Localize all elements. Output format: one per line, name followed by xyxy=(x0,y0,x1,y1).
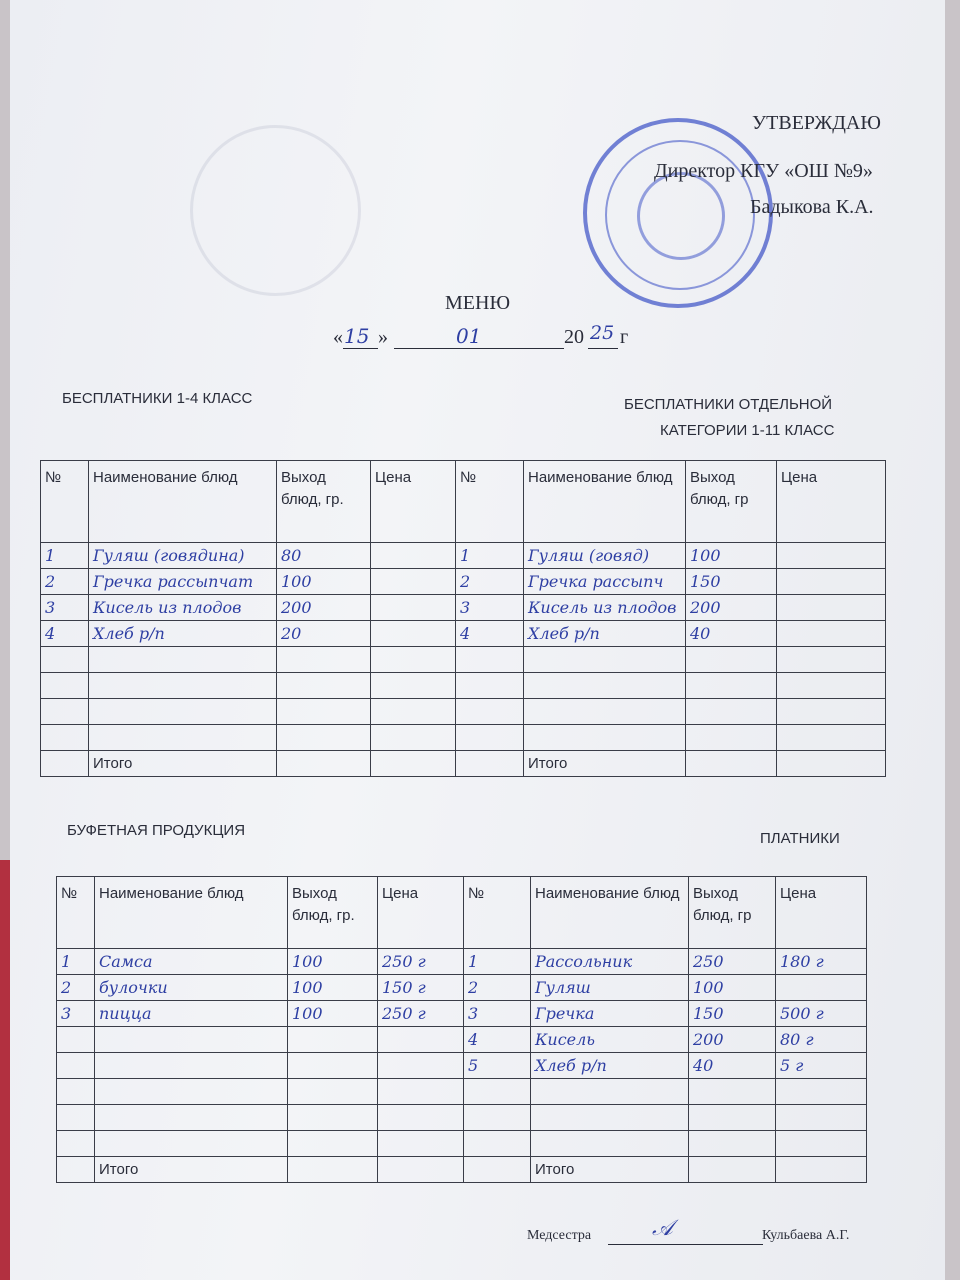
table-cell xyxy=(777,673,886,699)
table-cell xyxy=(464,1157,531,1183)
table-row xyxy=(57,1001,867,1027)
table-cell xyxy=(776,1131,867,1157)
table-cell: 1 xyxy=(456,543,524,569)
header-cell: Цена xyxy=(371,461,456,543)
table-cell xyxy=(464,1105,531,1131)
table-cell xyxy=(531,1105,689,1131)
table-cell xyxy=(89,673,277,699)
menu-table-free xyxy=(40,460,886,777)
table-cell: 1 xyxy=(41,543,89,569)
header-cell: Цена xyxy=(378,877,464,949)
table-cell: 100 xyxy=(277,569,371,595)
table-cell xyxy=(371,569,456,595)
table-cell: 180 г xyxy=(776,949,867,975)
table-row xyxy=(57,1105,867,1131)
table-cell xyxy=(57,1027,95,1053)
table-cell: 4 xyxy=(464,1027,531,1053)
header-cell: № xyxy=(57,877,95,949)
table-cell xyxy=(378,1105,464,1131)
table-cell: 40 xyxy=(689,1053,776,1079)
table-cell xyxy=(288,1131,378,1157)
table-cell xyxy=(277,699,371,725)
table-cell: 100 xyxy=(288,1001,378,1027)
table-cell xyxy=(776,975,867,1001)
table-cell: Кисель из плодов xyxy=(89,595,277,621)
table-cell xyxy=(456,647,524,673)
table-cell xyxy=(686,725,777,751)
table-row xyxy=(57,1157,867,1183)
table-cell: 3 xyxy=(456,595,524,621)
table-cell: 1 xyxy=(464,949,531,975)
table-cell xyxy=(777,569,886,595)
table-row xyxy=(41,647,886,673)
table-cell xyxy=(777,621,886,647)
table-cell: Гречка рассыпч xyxy=(524,569,686,595)
header-cell: Наименование блюд xyxy=(95,877,288,949)
table-cell xyxy=(95,1027,288,1053)
table-cell xyxy=(456,725,524,751)
section-buffet: БУФЕТНАЯ ПРОДУКЦИЯ xyxy=(67,822,246,839)
table-cell xyxy=(378,1079,464,1105)
table-cell: 500 г xyxy=(776,1001,867,1027)
table-row xyxy=(57,1027,867,1053)
table-cell: 250 г xyxy=(378,1001,464,1027)
table-cell xyxy=(776,1105,867,1131)
table-cell xyxy=(777,725,886,751)
table-cell: Итого xyxy=(89,751,277,777)
table-row xyxy=(41,595,886,621)
table-cell xyxy=(371,543,456,569)
table-cell: 2 xyxy=(456,569,524,595)
table-row xyxy=(41,569,886,595)
table-cell xyxy=(686,647,777,673)
table-cell xyxy=(57,1053,95,1079)
table-cell: 3 xyxy=(57,1001,95,1027)
director-name: Бадыкова К.А. xyxy=(750,196,874,218)
nurse-name: Кульбаева А.Г. xyxy=(762,1228,850,1243)
table-cell xyxy=(524,699,686,725)
table-cell: 2 xyxy=(41,569,89,595)
nurse-label: Медсестра xyxy=(527,1228,592,1243)
signature-line xyxy=(608,1244,763,1245)
table-cell xyxy=(524,673,686,699)
table-cell xyxy=(288,1105,378,1131)
table-cell xyxy=(57,1131,95,1157)
date-year: 25 xyxy=(590,322,615,344)
table-cell: 2 xyxy=(57,975,95,1001)
table-cell xyxy=(288,1079,378,1105)
table-row xyxy=(41,725,886,751)
table-cell: Самса xyxy=(95,949,288,975)
table-cell xyxy=(95,1105,288,1131)
header-cell: Выход блюд, гр xyxy=(689,877,776,949)
table-cell xyxy=(378,1131,464,1157)
year-suffix-g: г xyxy=(620,326,629,348)
table-cell xyxy=(41,699,89,725)
table-cell: Гуляш (говядина) xyxy=(89,543,277,569)
table-cell: Кисель из плодов xyxy=(524,595,686,621)
table-cell xyxy=(686,699,777,725)
table-row xyxy=(41,673,886,699)
table-cell xyxy=(371,725,456,751)
table-row xyxy=(57,949,867,975)
table-header-row xyxy=(57,877,867,949)
table-cell xyxy=(277,673,371,699)
date-month: 01 xyxy=(456,324,482,348)
table-row xyxy=(57,1131,867,1157)
table-cell: 4 xyxy=(456,621,524,647)
table-cell xyxy=(524,725,686,751)
date-close-quote: » xyxy=(378,326,388,348)
table-cell xyxy=(686,751,777,777)
table-cell: 100 xyxy=(288,975,378,1001)
table-cell: 100 xyxy=(689,975,776,1001)
table-cell: 250 xyxy=(689,949,776,975)
menu-table-buffet xyxy=(56,876,867,1183)
section-free-special-2: КАТЕГОРИИ 1-11 КЛАСС xyxy=(660,422,835,439)
table-cell xyxy=(95,1053,288,1079)
table-cell: 20 xyxy=(277,621,371,647)
table-cell xyxy=(689,1079,776,1105)
menu-document xyxy=(10,0,945,1280)
table-cell xyxy=(57,1105,95,1131)
header-cell: № xyxy=(464,877,531,949)
table-cell xyxy=(531,1131,689,1157)
table-cell: Хлеб р/п xyxy=(89,621,277,647)
table-cell xyxy=(524,647,686,673)
header-cell: № xyxy=(41,461,89,543)
table-cell: 100 xyxy=(288,949,378,975)
table-cell: 150 xyxy=(686,569,777,595)
table-cell xyxy=(531,1079,689,1105)
table-cell xyxy=(41,647,89,673)
table-cell: 80 г xyxy=(776,1027,867,1053)
table-cell xyxy=(371,751,456,777)
table-cell: 1 xyxy=(57,949,95,975)
header-cell: Выход блюд, гр. xyxy=(288,877,378,949)
table-cell: 200 xyxy=(686,595,777,621)
header-cell: № xyxy=(456,461,524,543)
table-cell xyxy=(371,673,456,699)
table-cell: пицца xyxy=(95,1001,288,1027)
table-cell xyxy=(89,647,277,673)
table-cell: Гречка xyxy=(531,1001,689,1027)
table-cell: Итого xyxy=(95,1157,288,1183)
table-row xyxy=(41,621,886,647)
table-cell xyxy=(378,1157,464,1183)
date-open-quote: « xyxy=(333,326,343,348)
table-cell xyxy=(689,1131,776,1157)
day-underline xyxy=(343,348,378,349)
approve-label: УТВЕРЖДАЮ xyxy=(752,112,881,134)
table-cell: 5 г xyxy=(776,1053,867,1079)
table-cell xyxy=(777,699,886,725)
table-cell xyxy=(371,621,456,647)
table-cell xyxy=(378,1027,464,1053)
table-cell xyxy=(776,1079,867,1105)
year-underline xyxy=(588,348,618,349)
faded-stamp xyxy=(190,125,361,296)
table-cell xyxy=(689,1105,776,1131)
table-cell: Гуляш (говяд) xyxy=(524,543,686,569)
table-cell xyxy=(288,1027,378,1053)
year-prefix: 20 xyxy=(564,326,584,348)
director-label: Директор КГУ «ОШ №9» xyxy=(654,160,873,182)
table-cell: Гречка рассыпчат xyxy=(89,569,277,595)
table-cell: 150 xyxy=(689,1001,776,1027)
table-header-row xyxy=(41,461,886,543)
table-cell: Хлеб р/п xyxy=(531,1053,689,1079)
header-cell: Наименование блюд xyxy=(89,461,277,543)
table-cell xyxy=(41,673,89,699)
table-cell xyxy=(777,751,886,777)
table-row xyxy=(41,543,886,569)
table-cell: 250 г xyxy=(378,949,464,975)
table-cell: 5 xyxy=(464,1053,531,1079)
table-cell xyxy=(371,699,456,725)
table-cell: Рассольник xyxy=(531,949,689,975)
table-cell xyxy=(378,1053,464,1079)
table-cell: 4 xyxy=(41,621,89,647)
table-cell: 80 xyxy=(277,543,371,569)
table-row xyxy=(57,1053,867,1079)
table-cell: Хлеб р/п xyxy=(524,621,686,647)
table-cell: 200 xyxy=(277,595,371,621)
table-cell xyxy=(89,725,277,751)
official-stamp xyxy=(583,118,773,308)
table-cell: Кисель xyxy=(531,1027,689,1053)
table-cell xyxy=(95,1131,288,1157)
section-free-special-1: БЕСПЛАТНИКИ ОТДЕЛЬНОЙ xyxy=(624,396,833,413)
table-cell: 3 xyxy=(464,1001,531,1027)
header-cell: Выход блюд, гр. xyxy=(277,461,371,543)
menu-title: МЕНЮ xyxy=(445,292,510,314)
table-row xyxy=(41,699,886,725)
table-cell: 3 xyxy=(41,595,89,621)
table-cell xyxy=(288,1157,378,1183)
table-cell xyxy=(277,647,371,673)
table-cell xyxy=(777,647,886,673)
table-row xyxy=(41,751,886,777)
table-cell xyxy=(371,647,456,673)
month-underline xyxy=(394,348,564,349)
table-cell xyxy=(456,673,524,699)
table-cell: булочки xyxy=(95,975,288,1001)
section-free-1-4: БЕСПЛАТНИКИ 1-4 КЛАСС xyxy=(62,390,253,407)
header-cell: Наименование блюд xyxy=(524,461,686,543)
header-cell: Цена xyxy=(777,461,886,543)
header-cell: Цена xyxy=(776,877,867,949)
table-cell xyxy=(277,751,371,777)
table-cell xyxy=(95,1079,288,1105)
table-cell: 150 г xyxy=(378,975,464,1001)
table-cell xyxy=(371,595,456,621)
nurse-signature: 𝒜 xyxy=(652,1216,673,1241)
table-cell xyxy=(41,725,89,751)
table-cell xyxy=(464,1079,531,1105)
table-cell xyxy=(277,725,371,751)
table-cell xyxy=(57,1079,95,1105)
table-cell: Итого xyxy=(524,751,686,777)
table-cell: Итого xyxy=(531,1157,689,1183)
table-cell: 100 xyxy=(686,543,777,569)
table-cell: 2 xyxy=(464,975,531,1001)
section-paid: ПЛАТНИКИ xyxy=(760,830,840,847)
date-day: 15 xyxy=(344,324,370,348)
table-cell: 40 xyxy=(686,621,777,647)
table-cell xyxy=(686,673,777,699)
table-cell xyxy=(89,699,277,725)
table-cell xyxy=(689,1157,776,1183)
table-cell xyxy=(776,1157,867,1183)
header-cell: Выход блюд, гр xyxy=(686,461,777,543)
table-cell xyxy=(57,1157,95,1183)
table-row xyxy=(57,975,867,1001)
table-cell xyxy=(777,595,886,621)
table-cell: Гуляш xyxy=(531,975,689,1001)
table-cell xyxy=(288,1053,378,1079)
header-cell: Наименование блюд xyxy=(531,877,689,949)
table-row xyxy=(57,1079,867,1105)
table-cell xyxy=(41,751,89,777)
table-cell xyxy=(777,543,886,569)
table-cell xyxy=(464,1131,531,1157)
stamp-emblem xyxy=(637,172,725,260)
table-cell xyxy=(456,751,524,777)
table-cell: 200 xyxy=(689,1027,776,1053)
table-cell xyxy=(456,699,524,725)
